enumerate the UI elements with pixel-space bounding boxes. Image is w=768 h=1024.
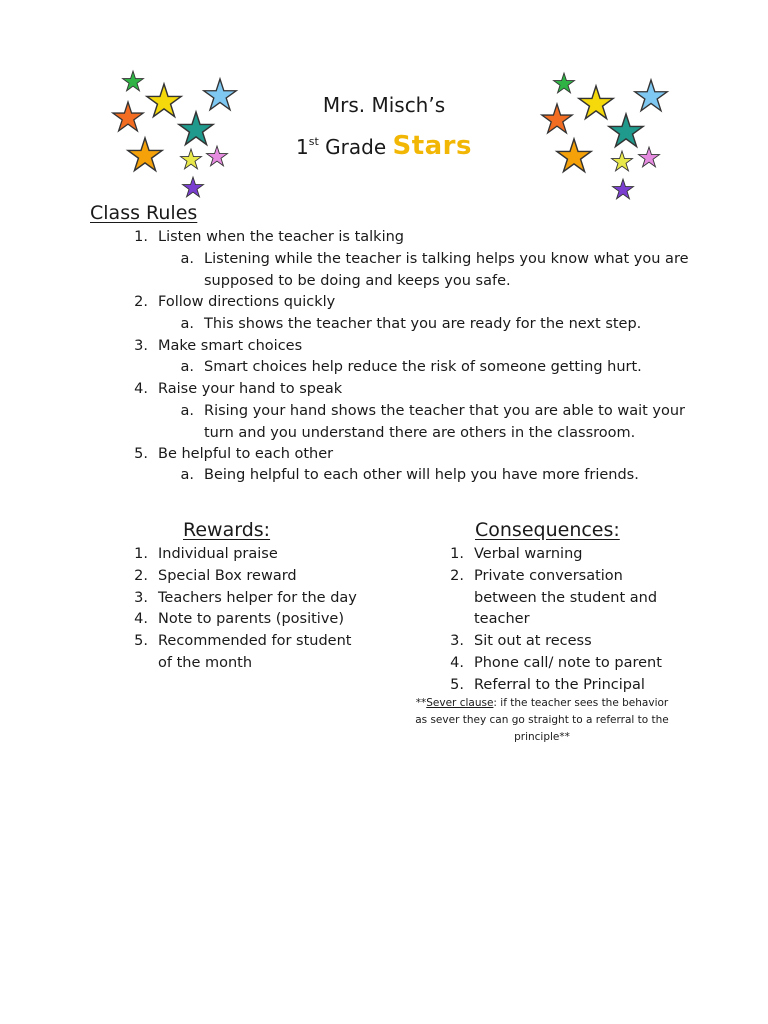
consequences-heading: Consequences: bbox=[475, 519, 620, 541]
consequence-item-continued: teacher bbox=[474, 611, 530, 627]
reward-item: 5. Recommended for student bbox=[134, 633, 352, 649]
rule-sub-item: a. Listening while the teacher is talking helps you know what you are bbox=[180, 251, 689, 267]
star-icon bbox=[123, 71, 144, 91]
reward-item: 4. Note to parents (positive) bbox=[134, 611, 344, 627]
note-label: Sever clause bbox=[426, 697, 494, 709]
consequence-item: 2. Private conversation bbox=[450, 568, 623, 584]
grade-number: 1 bbox=[296, 135, 309, 159]
rule-item: 1. Listen when the teacher is talking bbox=[134, 229, 404, 245]
consequence-item: 5. Referral to the Principal bbox=[450, 677, 645, 693]
page-subtitle bbox=[0, 131, 768, 161]
note-line-1: **Sever clause: if the teacher sees the behavior bbox=[415, 697, 669, 709]
note-line-3: principle** bbox=[514, 731, 570, 743]
rule-sub-item-continued: turn and you understand there are others in the classroom. bbox=[204, 425, 636, 441]
stars-word: Stars bbox=[392, 131, 472, 161]
grade-suffix: st bbox=[308, 135, 319, 148]
rule-sub-item: a. Rising your hand shows the teacher that you are able to wait your bbox=[180, 403, 686, 419]
star-icon bbox=[183, 177, 204, 197]
reward-item: 1. Individual praise bbox=[134, 546, 278, 562]
star-icon bbox=[613, 179, 634, 199]
rule-item: 2. Follow directions quickly bbox=[134, 294, 336, 310]
consequence-item: 3. Sit out at recess bbox=[450, 633, 592, 649]
grade-word: Grade bbox=[325, 135, 387, 159]
note-line-2: as sever they can go straight to a referral to the bbox=[415, 714, 669, 726]
class-rules-heading: Class Rules bbox=[90, 202, 198, 224]
star-icon bbox=[554, 73, 575, 93]
rule-sub-item: a. This shows the teacher that you are ready for the next step. bbox=[180, 316, 642, 332]
rule-item: 5. Be helpful to each other bbox=[134, 446, 334, 462]
consequence-item: 4. Phone call/ note to parent bbox=[450, 655, 662, 671]
rewards-heading: Rewards: bbox=[183, 519, 271, 541]
page-title: Mrs. Misch’s bbox=[322, 93, 446, 117]
reward-item-continued: of the month bbox=[158, 655, 253, 671]
consequence-item: 1. Verbal warning bbox=[450, 546, 583, 562]
rule-sub-item: a. Smart choices help reduce the risk of someone getting hurt. bbox=[180, 359, 642, 375]
rule-item: 4. Raise your hand to speak bbox=[134, 381, 343, 397]
rule-sub-item: a. Being helpful to each other will help you have more friends. bbox=[180, 467, 639, 483]
reward-item: 2. Special Box reward bbox=[134, 568, 297, 584]
reward-item: 3. Teachers helper for the day bbox=[134, 590, 357, 606]
rule-sub-item-continued: supposed to be doing and keeps you safe. bbox=[204, 273, 511, 289]
rule-item: 3. Make smart choices bbox=[134, 338, 303, 354]
consequence-item-continued: between the student and bbox=[474, 590, 658, 606]
sever-clause-note bbox=[392, 695, 692, 746]
